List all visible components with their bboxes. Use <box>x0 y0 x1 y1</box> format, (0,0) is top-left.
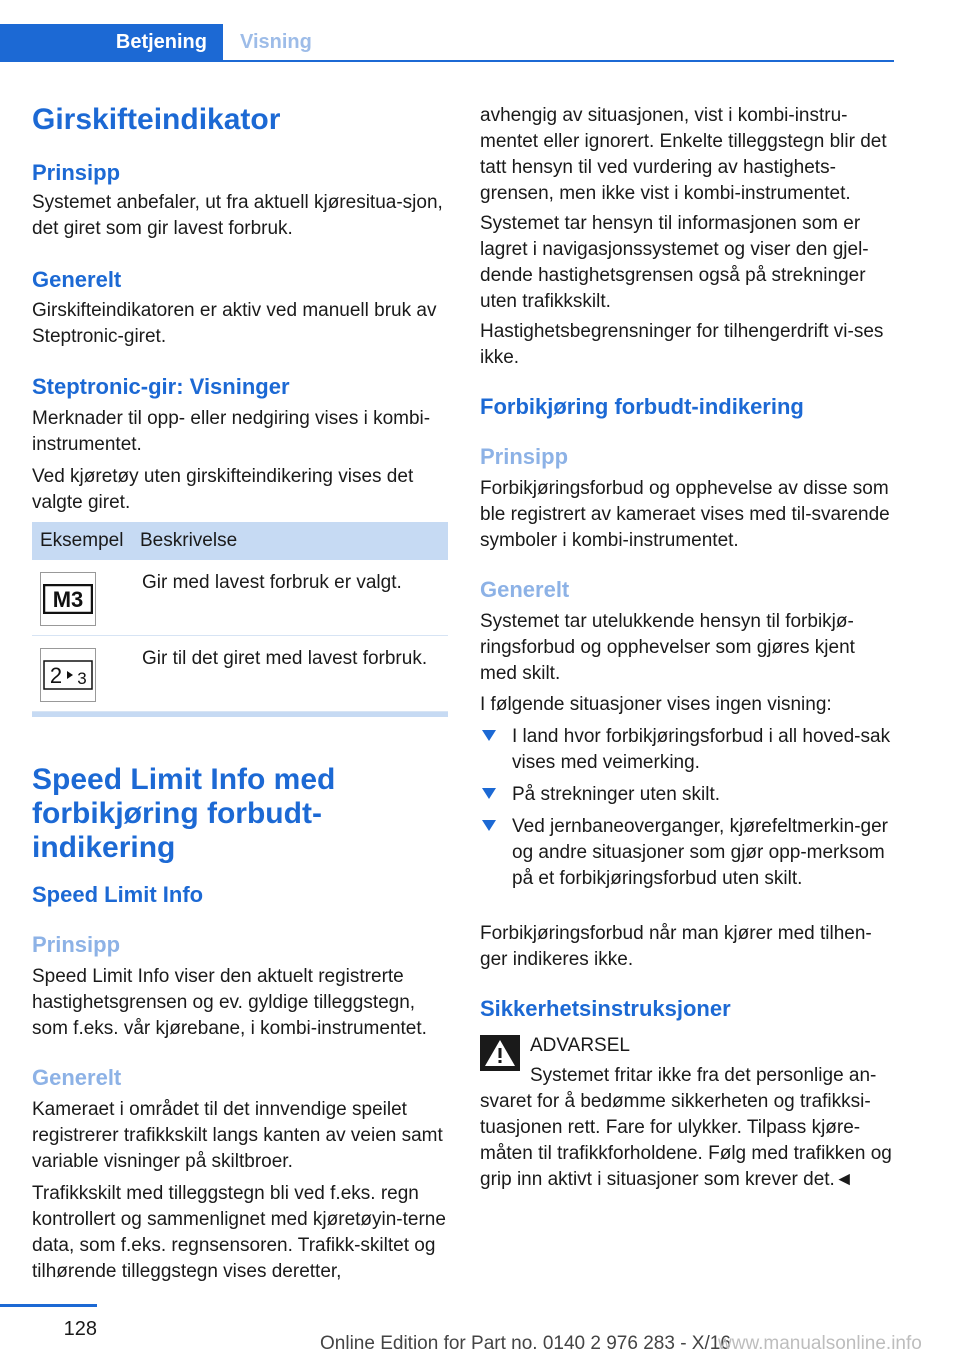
warning-text: Systemet fritar ikke fra det personlige an-svaret for å bedømme sikkerheten og trafikksi-tuasjonen rett. Fare for ulykker. Tilpass kjøre-måten til trafikkforholdene. Følg med trafikken og grip inn aktivt i situasjoner som krever det.◄ <box>480 1065 892 1190</box>
triangle-bullet-icon <box>482 820 496 831</box>
table-header <box>32 522 448 560</box>
heading-speed-limit-info: Speed Limit Info <box>32 882 204 907</box>
continued-text-1: avhengig av situasjonen, vist i kombi-instru-mentet eller ignorert. Enkelte tilleggstegn blir det tatt hensyn til ved vurdering av hastighets-grensen, men ikke vist i kombi-instrumentet. <box>480 105 887 204</box>
ot-general-text-2: I følgende situasjoner vises ingen visning: <box>480 694 832 715</box>
table-cell-description: Gir med lavest forbruk er valgt. <box>142 572 402 593</box>
table-cell-description: Gir til det giret med lavest forbruk. <box>142 648 428 669</box>
ot-trailer-text: Forbikjøringsforbud når man kjører med tilhen-ger indikeres ikke. <box>480 923 872 970</box>
list-item <box>480 814 894 892</box>
heading-steptronic: Steptronic-gir: Visninger <box>32 374 290 399</box>
table-row <box>32 636 448 712</box>
watermark: www.manualsonline.info <box>718 1333 922 1354</box>
heading-overtaking: Forbikjøring forbudt-indikering <box>480 394 804 419</box>
svg-text:M3: M3 <box>52 587 84 612</box>
heading-ot-principle: Prinsipp <box>480 444 569 469</box>
steptronic-text-1: Merknader til opp- eller nedgiring vises i kombi-instrumentet. <box>32 408 431 455</box>
section-title-speed-limit: Speed Limit Info med forbikjøring forbudt-indikering <box>32 763 336 864</box>
heading-general: Generelt <box>32 267 122 292</box>
continued-text-2: Systemet tar hensyn til informasjonen som er lagret i navigasjonssystemet og viser den gjel-dende hastighetsgrensen også på strekninger uten trafikkskilt. <box>480 213 869 312</box>
heading-ot-general: Generelt <box>480 577 570 602</box>
tab-betjening[interactable]: Betjening <box>0 24 223 61</box>
gear-m3-icon <box>40 572 96 626</box>
gear-upshift-icon <box>40 648 96 702</box>
triangle-bullet-icon <box>482 730 496 741</box>
heading-principle: Prinsipp <box>32 160 121 185</box>
warning-label: ADVARSEL <box>530 1035 630 1056</box>
sli-principle-text: Speed Limit Info viser den aktuelt registrerte hastighetsgrensen og ev. gyldige tilleggstegn, som f.eks. vår kjørebane, i kombi-instrumentet. <box>32 966 427 1039</box>
svg-text:2: 2 <box>49 663 63 688</box>
heading-safety: Sikkerhetsinstruksjoner <box>480 996 731 1021</box>
table-header-example: Eksempel <box>40 530 124 551</box>
tab-visning[interactable]: Visning <box>240 31 312 53</box>
list-item-text: I land hvor forbikjøringsforbud i all hoved-sak vises med veimerking. <box>512 726 891 773</box>
header-bar <box>0 0 894 62</box>
sli-general-text-1: Kameraet i området til det innvendige speilet registrerer trafikkskilt langs kanten av veien samt variable visninger på skiltbroer. <box>32 1099 443 1172</box>
footer-rule <box>0 1304 97 1307</box>
triangle-bullet-icon <box>482 788 496 799</box>
list-item-text: På strekninger uten skilt. <box>512 784 721 805</box>
ot-principle-text: Forbikjøringsforbud og opphevelse av disse som ble registrert av kameraet vises med til-svarende symboler i kombi-instrumentet. <box>480 478 890 551</box>
table-bottom-rule <box>32 712 448 717</box>
table-cell-icon <box>32 636 132 711</box>
ot-general-text-1: Systemet tar utelukkende hensyn til forbikjø-ringsforbud og opphevelser som gjøres kjent med skilt. <box>480 611 855 684</box>
no-display-situations-list <box>480 724 894 898</box>
gear-indicator-table <box>32 522 448 712</box>
sli-general-text-2: Trafikkskilt med tilleggstegn bli ved f.eks. regn kontrollert og sammenlignet med kjøretøyin-terne data, som f.eks. regnsensoren. Trafikk-skiltet og tilhørende tilleggstegn vises deretter, <box>32 1183 446 1282</box>
list-item-text: Ved jernbaneoverganger, kjørefeltmerkin-ger og andre situasjoner som gjør opp-merksom på et forbikjøringsforbud uten skilt. <box>512 816 888 889</box>
list-item <box>480 724 894 776</box>
table-cell-icon <box>32 560 132 635</box>
table-header-description: Beskrivelse <box>140 530 238 551</box>
continued-text-3: Hastighetsbegrensninger for tilhengerdrift vi-ses ikke. <box>480 321 884 368</box>
heading-sli-general: Generelt <box>32 1065 122 1090</box>
steptronic-text-2: Ved kjøretøy uten girskifteindikering vises det valgte giret. <box>32 466 414 513</box>
table-row <box>32 560 448 636</box>
footer-edition: Online Edition for Part no. 0140 2 976 283 - X/16 <box>320 1333 731 1354</box>
general-text: Girskifteindikatoren er aktiv ved manuell bruk av Steptronic-giret. <box>32 300 437 347</box>
page-number: 128 <box>63 1318 97 1340</box>
list-item <box>480 782 894 808</box>
svg-text:3: 3 <box>77 669 87 688</box>
principle-text: Systemet anbefaler, ut fra aktuell kjøresitua-sjon, det giret som gir lavest forbruk. <box>32 192 443 239</box>
section-title-gear-indicator: Girskifteindikator <box>32 103 281 136</box>
header-divider <box>0 60 894 62</box>
heading-sli-principle: Prinsipp <box>32 932 121 957</box>
